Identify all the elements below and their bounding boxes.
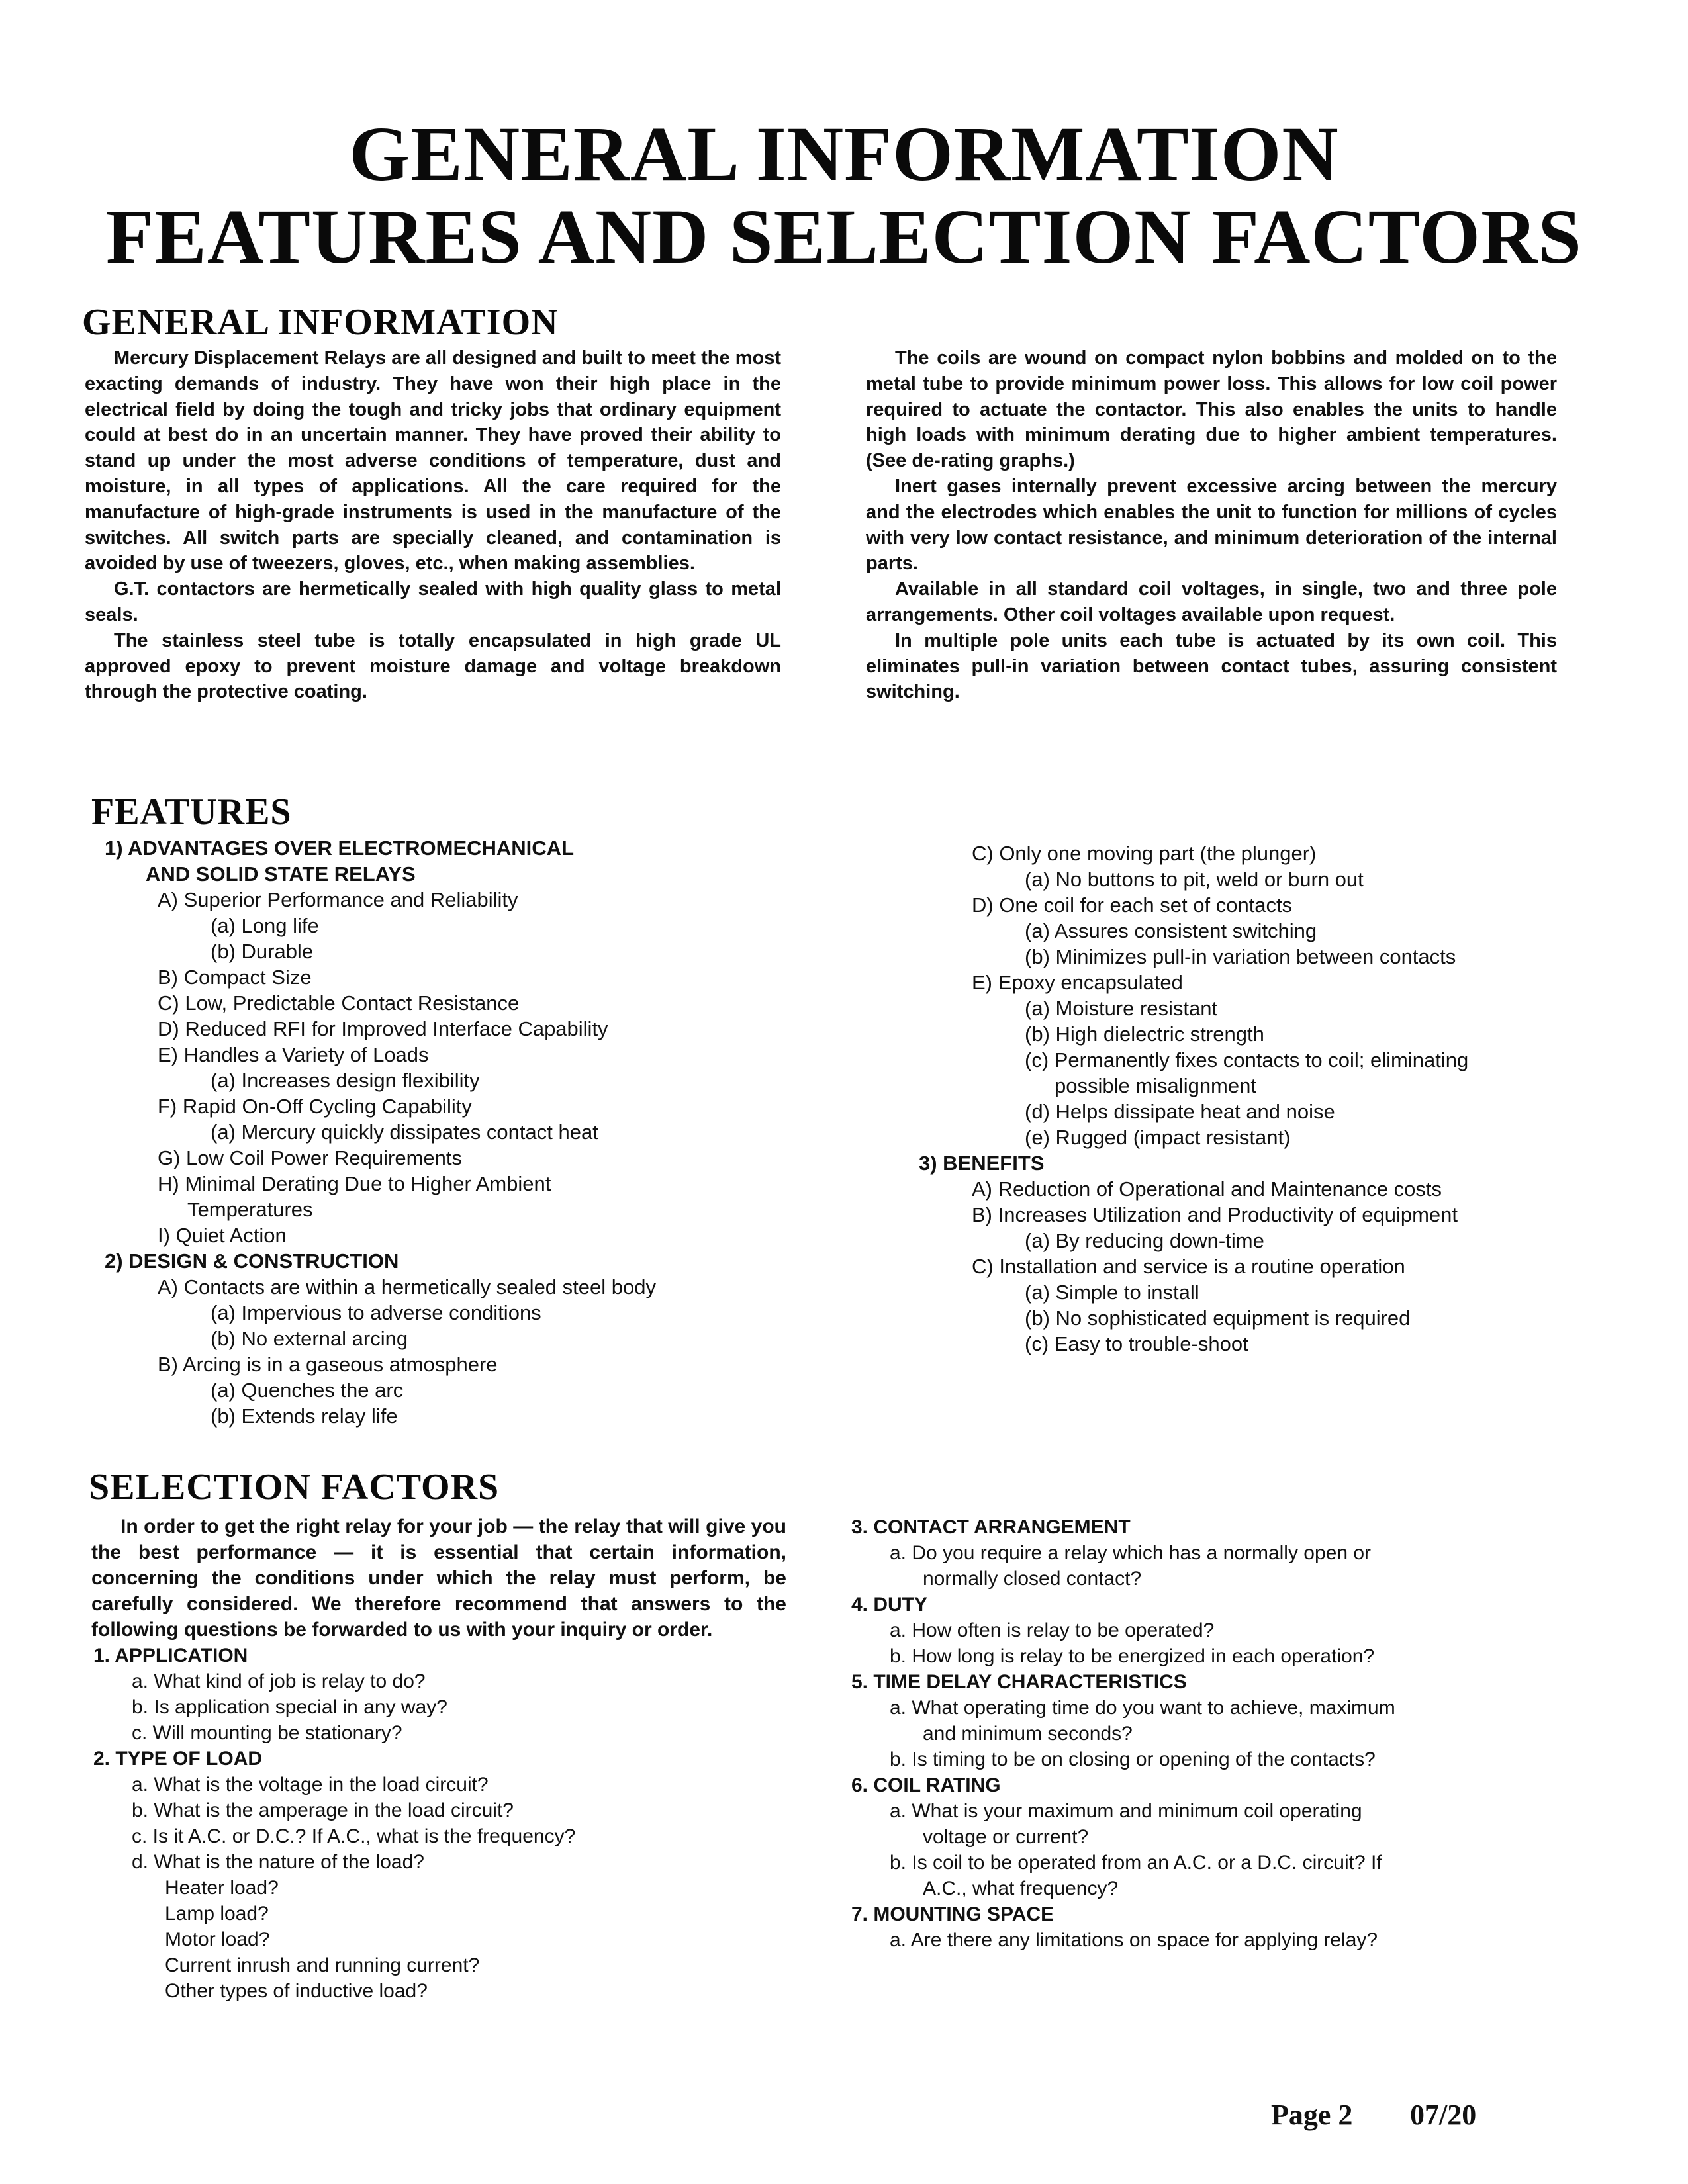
- selection-question-item: 2. TYPE OF LOAD: [93, 1748, 263, 1770]
- paragraph: G.T. contactors are hermetically sealed with high quality glass to metal seals.: [85, 578, 781, 625]
- selection-question-item: Lamp load?: [165, 1903, 269, 1925]
- selection-factors-right-column: [851, 1514, 1560, 1953]
- selection-question-item: Current inrush and running current?: [165, 1954, 480, 1976]
- feature-item: C) Installation and service is a routine operation: [972, 1255, 1405, 1278]
- feature-item: (b) Extends relay life: [211, 1404, 398, 1428]
- selection-question-item: 5. TIME DELAY CHARACTERISTICS: [851, 1671, 1187, 1693]
- paragraph: Inert gases internally prevent excessive arcing between the mercury and the electrodes which enables the unit to function for millions of cycles with very low contact resistance, and minimum deterioration of the internal parts.: [866, 475, 1557, 574]
- feature-item: (a) Increases design flexibility: [211, 1069, 480, 1092]
- feature-item: E) Epoxy encapsulated: [972, 971, 1183, 994]
- feature-item: (a) By reducing down-time: [1025, 1229, 1264, 1252]
- selection-factors-heading: SELECTION FACTORS: [89, 1467, 500, 1508]
- feature-item: E) Handles a Variety of Loads: [158, 1043, 429, 1066]
- selection-question-item: Other types of inductive load?: [165, 1980, 428, 2002]
- feature-item: D) One coil for each set of contacts: [972, 893, 1293, 917]
- feature-item: (a) Simple to install: [1025, 1281, 1199, 1304]
- selection-question-item: 6. COIL RATING: [851, 1774, 1001, 1796]
- feature-item: A) Superior Performance and Reliability: [158, 888, 518, 911]
- page-number: Page 2: [1271, 2099, 1353, 2131]
- selection-intro: In order to get the right relay for your job — the relay that will give you the best performance — it is essential that certain information, concerning the conditions under which the relay must perform, be carefully considered. We therefore recommend that answers to the following questions be forwarded to us with your inquiry or order.: [91, 1516, 786, 1641]
- selection-question-item: a. How often is relay to be operated?: [890, 1619, 1215, 1641]
- feature-item: (c) Permanently fixes contacts to coil; eliminating: [1025, 1048, 1469, 1071]
- selection-question-item: b. Is timing to be on closing or opening of the contacts?: [890, 1749, 1376, 1770]
- paragraph: Mercury Displacement Relays are all designed and built to meet the most exacting demands of industry. They have won their high place in the electrical field by doing the tough and tricky jobs that ordinary equipment could at best do in an uncertain manner. They have proved their ability to stand up under the most adverse conditions of temperature, dust and moisture, in all types of applications. All the care required for the manufacture of high-grade instruments is used in the manufacture of the switches. All switch parts are specially cleaned, and contamination is avoided by use of tweezers, gloves, etc., when making assemblies.: [85, 347, 781, 574]
- general-information-heading: GENERAL INFORMATION: [82, 302, 559, 343]
- feature-item: C) Only one moving part (the plunger): [972, 842, 1317, 865]
- feature-item: (b) High dielectric strength: [1025, 1023, 1264, 1046]
- selection-question-item: a. Are there any limitations on space for applying relay?: [890, 1929, 1378, 1951]
- feature-item: (b) Durable: [211, 940, 314, 963]
- feature-item: H) Minimal Derating Due to Higher Ambient: [158, 1172, 551, 1195]
- feature-item: (d) Helps dissipate heat and noise: [1025, 1100, 1335, 1123]
- feature-item: (a) Long life: [211, 914, 319, 937]
- feature-item: B) Arcing is in a gaseous atmosphere: [158, 1353, 498, 1376]
- paragraph: The stainless steel tube is totally encapsulated in high grade UL approved epoxy to prevent moisture damage and voltage breakdown through the protective coating.: [85, 629, 781, 703]
- selection-question-item: 1. APPLICATION: [93, 1645, 248, 1666]
- feature-item: A) Reduction of Operational and Maintenance costs: [972, 1177, 1442, 1201]
- selection-question-item: c. Is it A.C. or D.C.? If A.C., what is the frequency?: [132, 1825, 576, 1847]
- selection-question-item: b. Is application special in any way?: [132, 1696, 447, 1718]
- page-title-line-2: FEATURES AND SELECTION FACTORS: [106, 193, 1582, 280]
- selection-question-item: Motor load?: [165, 1929, 270, 1950]
- selection-question-item: 3. CONTACT ARRANGEMENT: [851, 1516, 1131, 1538]
- paragraph: The coils are wound on compact nylon bobbins and molded on to the metal tube to provide minimum power loss. This allows for low coil power required to actuate the contactor. This also enables the units to handle high loads with minimum derating due to higher ambient temperatures. (See de-rating graphs.): [866, 347, 1557, 472]
- feature-item: 2) DESIGN & CONSTRUCTION: [105, 1250, 399, 1273]
- selection-question-item: 4. DUTY: [851, 1594, 928, 1615]
- feature-item: (a) Mercury quickly dissipates contact heat: [211, 1120, 598, 1144]
- feature-item: (b) Minimizes pull-in variation between contacts: [1025, 945, 1456, 968]
- feature-item: AND SOLID STATE RELAYS: [146, 862, 416, 886]
- general-information-right-column: [866, 345, 1557, 705]
- feature-item: G) Low Coil Power Requirements: [158, 1146, 463, 1169]
- selection-question-item: and minimum seconds?: [923, 1723, 1133, 1745]
- selection-question-item: 7. MOUNTING SPACE: [851, 1903, 1055, 1925]
- revision-date: 07/20: [1410, 2099, 1477, 2131]
- feature-item: I) Quiet Action: [158, 1224, 287, 1247]
- feature-item: B) Compact Size: [158, 966, 312, 989]
- feature-item: possible misalignment: [1055, 1074, 1256, 1097]
- feature-item: Temperatures: [187, 1198, 313, 1221]
- general-information-left-column: [85, 345, 781, 705]
- feature-item: (b) No sophisticated equipment is required: [1025, 1306, 1411, 1330]
- feature-item: C) Low, Predictable Contact Resistance: [158, 991, 520, 1015]
- selection-question-item: a. Do you require a relay which has a normally open or: [890, 1542, 1372, 1564]
- features-right-list: [853, 841, 1607, 1357]
- feature-item: B) Increases Utilization and Productivity of equipment: [972, 1203, 1458, 1226]
- paragraph: Available in all standard coil voltages, in single, two and three pole arrangements. Other coil voltages available upon request.: [866, 578, 1557, 625]
- feature-item: (e) Rugged (impact resistant): [1025, 1126, 1291, 1149]
- selection-question-item: Heater load?: [165, 1877, 279, 1899]
- paragraph: In multiple pole units each tube is actuated by its own coil. This eliminates pull-in variation between contact tubes, assuring consistent switching.: [866, 629, 1557, 703]
- selection-question-item: a. What kind of job is relay to do?: [132, 1670, 426, 1692]
- feature-item: 3) BENEFITS: [919, 1152, 1045, 1175]
- selection-factors-left-column: [91, 1514, 786, 2004]
- feature-item: (a) Impervious to adverse conditions: [211, 1301, 541, 1324]
- feature-item: F) Rapid On-Off Cycling Capability: [158, 1095, 472, 1118]
- feature-item: (a) No buttons to pit, weld or burn out: [1025, 868, 1364, 891]
- selection-question-item: normally closed contact?: [923, 1568, 1142, 1590]
- selection-question-item: c. Will mounting be stationary?: [132, 1722, 402, 1744]
- feature-item: 1) ADVANTAGES OVER ELECTROMECHANICAL: [105, 837, 575, 860]
- selection-question-item: voltage or current?: [923, 1826, 1089, 1848]
- features-left-list: [105, 835, 833, 1429]
- selection-question-item: a. What is your maximum and minimum coil operating: [890, 1800, 1362, 1822]
- feature-item: (c) Easy to trouble-shoot: [1025, 1332, 1248, 1355]
- selection-question-item: b. Is coil to be operated from an A.C. or a D.C. circuit? If: [890, 1852, 1382, 1874]
- page-title-line-1: GENERAL INFORMATION: [349, 111, 1339, 197]
- feature-item: (a) Quenches the arc: [211, 1379, 404, 1402]
- selection-question-item: a. What is the voltage in the load circuit?: [132, 1774, 489, 1796]
- features-heading: FEATURES: [91, 792, 292, 833]
- selection-question-item: A.C., what frequency?: [923, 1878, 1119, 1899]
- feature-item: (a) Moisture resistant: [1025, 997, 1218, 1020]
- selection-question-item: d. What is the nature of the load?: [132, 1851, 424, 1873]
- selection-question-item: b. What is the amperage in the load circuit?: [132, 1799, 514, 1821]
- feature-item: (a) Assures consistent switching: [1025, 919, 1317, 942]
- feature-item: (b) No external arcing: [211, 1327, 408, 1350]
- selection-question-item: a. What operating time do you want to achieve, maximum: [890, 1697, 1395, 1719]
- feature-item: D) Reduced RFI for Improved Interface Capability: [158, 1017, 608, 1040]
- selection-question-item: b. How long is relay to be energized in each operation?: [890, 1645, 1375, 1667]
- feature-item: A) Contacts are within a hermetically sealed steel body: [158, 1275, 656, 1298]
